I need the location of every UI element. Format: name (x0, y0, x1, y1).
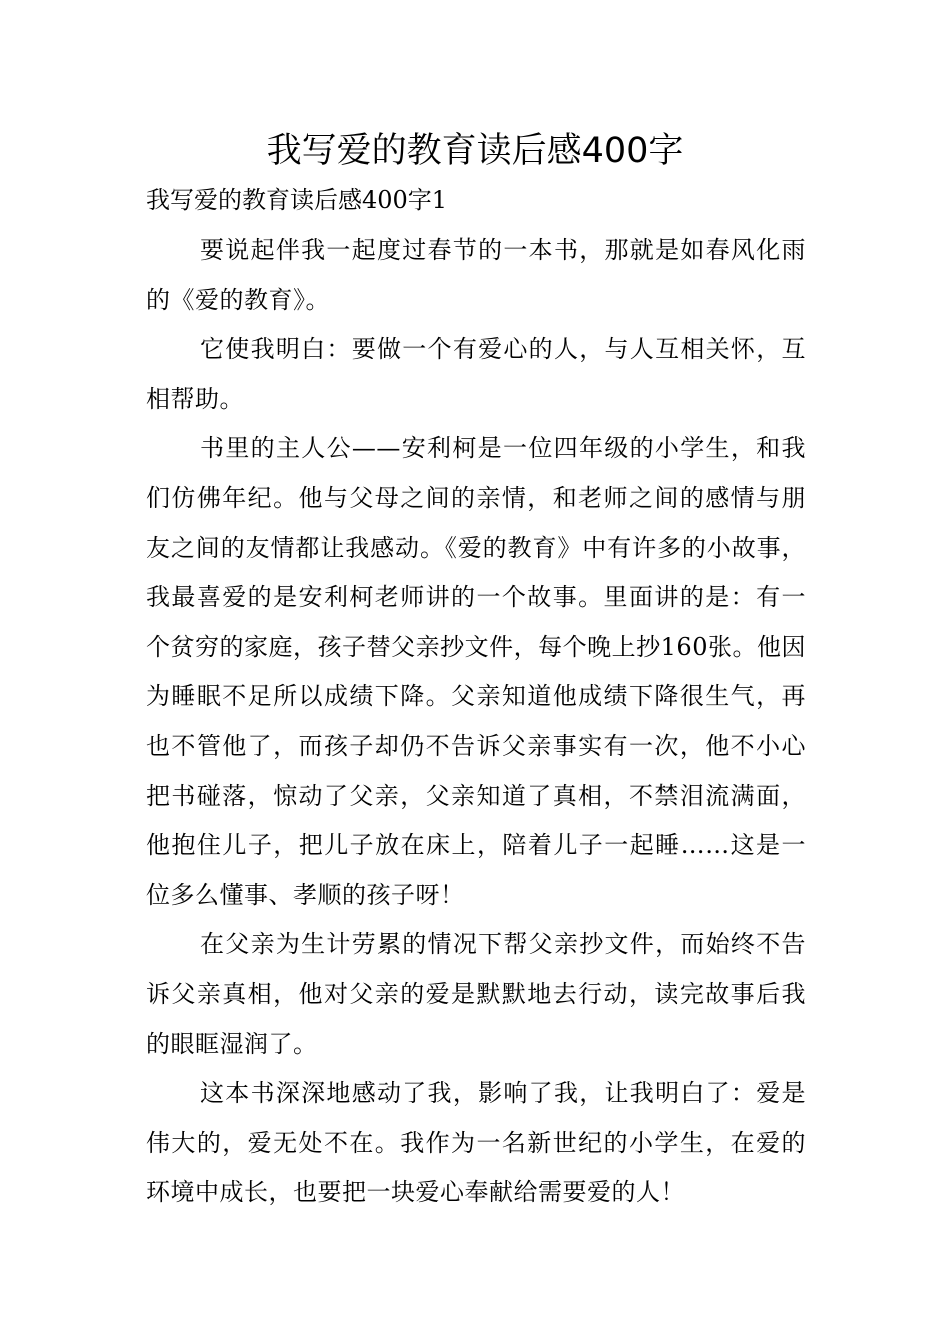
paragraph: 这本书深深地感动了我，影响了我，让我明白了：爱是伟大的，爱无处不在。我作为一名新世纪的小学生，在爱的环境中成长，也要把一块爱心奉献给需要爱的人！ (146, 1079, 806, 1207)
document-body (146, 226, 806, 1218)
document-title: 我写爱的教育读后感400字 (266, 131, 684, 171)
document-subtitle: 我写爱的教育读后感400字1 (146, 186, 448, 214)
paragraph: 它使我明白：要做一个有爱心的人，与人互相关怀，互相帮助。 (146, 335, 806, 413)
paragraph: 要说起伴我一起度过春节的一本书，那就是如春风化雨的《爱的教育》。 (146, 236, 806, 314)
paragraph: 书里的主人公——安利柯是一位四年级的小学生，和我们仿佛年纪。他与父母之间的亲情，和老师之间的感情与朋友之间的友情都让我感动。《爱的教育》中有许多的小故事，我最喜爱的是安利柯老师讲的一个故事。里面讲的是：有一个贫穷的家庭，孩子替父亲抄文件，每个晚上抄160张。他因为睡眠不足所以成绩下降。父亲知道他成绩下降很生气，再也不管他了，而孩子却仍不告诉父亲事实有一次，他不小心把书碰落，惊动了父亲，父亲知道了真相，不禁泪流满面，他抱住儿子，把儿子放在床上，陪着儿子一起睡……这是一位多么懂事、孝顺的孩子呀！ (146, 434, 806, 909)
paragraph: 在父亲为生计劳累的情况下帮父亲抄文件，而始终不告诉父亲真相，他对父亲的爱是默默地去行动，读完故事后我的眼眶湿润了。 (146, 930, 806, 1058)
